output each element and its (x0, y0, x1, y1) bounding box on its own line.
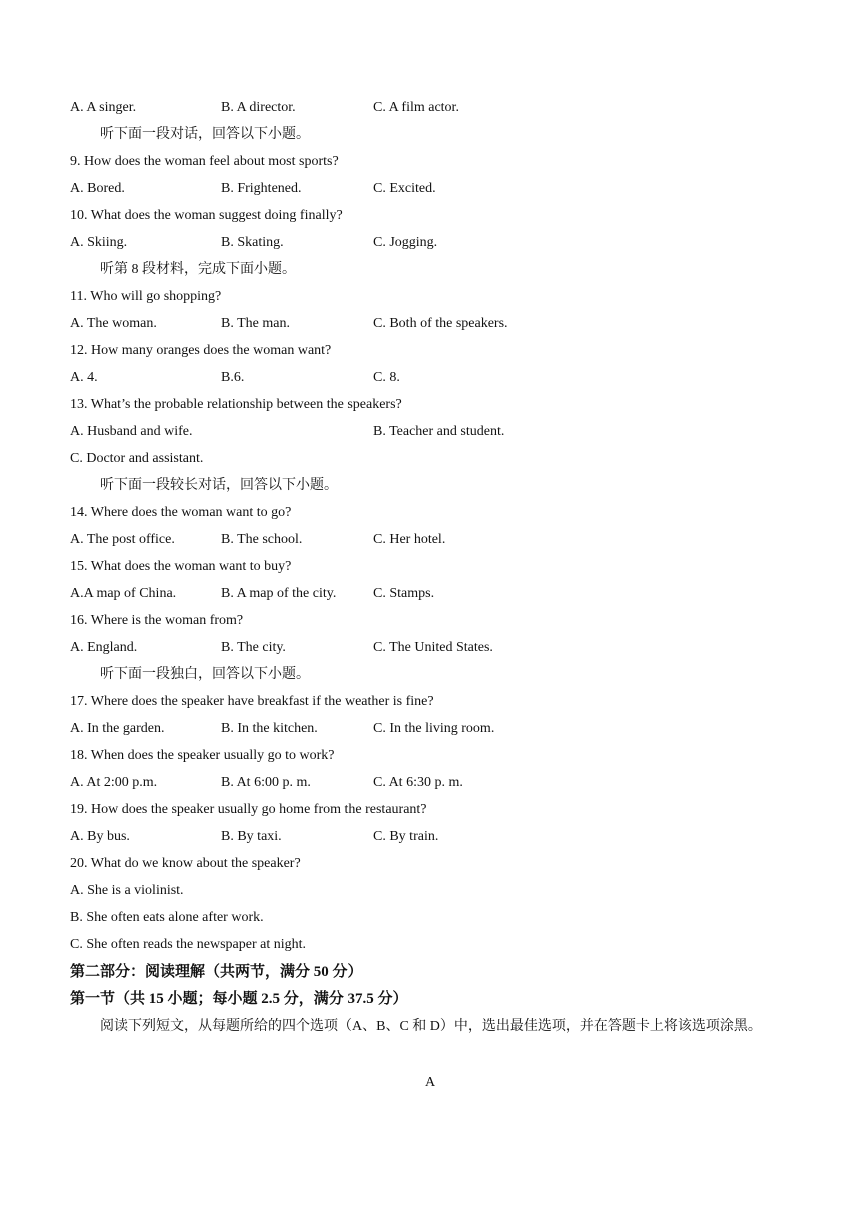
question-11: 11. Who will go shopping? (70, 289, 222, 304)
option-c: C. Both of the speakers. (373, 316, 508, 331)
option-b: B. The city. (221, 640, 286, 655)
option-c: C. At 6:30 p. m. (373, 775, 463, 790)
q20-option-a: A. She is a violinist. (70, 883, 184, 898)
option-a: A. A singer. (70, 100, 137, 115)
q20-option-c: C. She often reads the newspaper at night. (70, 937, 306, 952)
option-c: C. Excited. (373, 181, 436, 196)
option-a: A. Skiing. (70, 235, 128, 250)
option-a: A. Husband and wife. (70, 424, 193, 439)
option-a: A. The post office. (70, 532, 175, 547)
option-b: B. Teacher and student. (373, 424, 505, 439)
option-b: B. A map of the city. (221, 586, 337, 601)
question-20: 20. What do we know about the speaker? (70, 856, 301, 871)
question-10: 10. What does the woman suggest doing finally? (70, 208, 343, 223)
option-c: C. Stamps. (373, 586, 435, 601)
question-14: 14. Where does the woman want to go? (70, 505, 292, 520)
part-two-heading: 第二部分：阅读理解（共两节，满分 50 分） (70, 964, 363, 980)
option-b: B. The school. (221, 532, 303, 547)
question-12: 12. How many oranges does the woman want? (70, 343, 332, 358)
section-instruction: 听下面一段独白，回答以下小题。 (100, 667, 310, 682)
question-15: 15. What does the woman want to buy? (70, 559, 292, 574)
q20-option-b: B. She often eats alone after work. (70, 910, 264, 925)
option-b: B. At 6:00 p. m. (221, 775, 311, 790)
option-a: A. 4. (70, 370, 98, 385)
option-a: A.A map of China. (70, 586, 177, 601)
option-b: B. By taxi. (221, 829, 282, 844)
question-17: 17. Where does the speaker have breakfast if the weather is fine? (70, 694, 434, 709)
option-b: B. A director. (221, 100, 296, 115)
question-9: 9. How does the woman feel about most sports? (70, 154, 339, 169)
option-a: A. England. (70, 640, 138, 655)
option-c: C. A film actor. (373, 100, 459, 115)
q13-option-c: C. Doctor and assistant. (70, 451, 204, 466)
option-a: A. Bored. (70, 181, 125, 196)
option-a: A. At 2:00 p.m. (70, 775, 158, 790)
option-b: B. Frightened. (221, 181, 302, 196)
option-c: C. In the living room. (373, 721, 495, 736)
section-instruction: 听下面一段较长对话，回答以下小题。 (100, 478, 338, 493)
question-13: 13. What’s the probable relationship between the speakers? (70, 397, 402, 412)
question-16: 16. Where is the woman from? (70, 613, 244, 628)
option-b: B. In the kitchen. (221, 721, 318, 736)
section-instruction: 听下面一段对话，回答以下小题。 (100, 127, 310, 142)
option-c: C. By train. (373, 829, 439, 844)
option-b: B.6. (221, 370, 245, 385)
passage-label: A (424, 1075, 436, 1090)
reading-instruction: 阅读下列短文，从每题所给的四个选项（A、B、C 和 D）中，选出最佳选项，并在答题卡上将该选项涂黑。 (100, 1019, 762, 1034)
option-b: B. The man. (221, 316, 290, 331)
option-c: C. Her hotel. (373, 532, 446, 547)
question-18: 18. When does the speaker usually go to work? (70, 748, 335, 763)
option-b: B. Skating. (221, 235, 284, 250)
option-a: A. By bus. (70, 829, 130, 844)
option-c: C. Jogging. (373, 235, 438, 250)
section-one-heading: 第一节（共 15 小题；每小题 2.5 分，满分 37.5 分） (70, 991, 408, 1007)
question-19: 19. How does the speaker usually go home from the restaurant? (70, 802, 427, 817)
section-instruction: 听第 8 段材料，完成下面小题。 (100, 262, 296, 277)
option-c: C. The United States. (373, 640, 493, 655)
option-a: A. The woman. (70, 316, 157, 331)
option-c: C. 8. (373, 370, 400, 385)
option-a: A. In the garden. (70, 721, 165, 736)
